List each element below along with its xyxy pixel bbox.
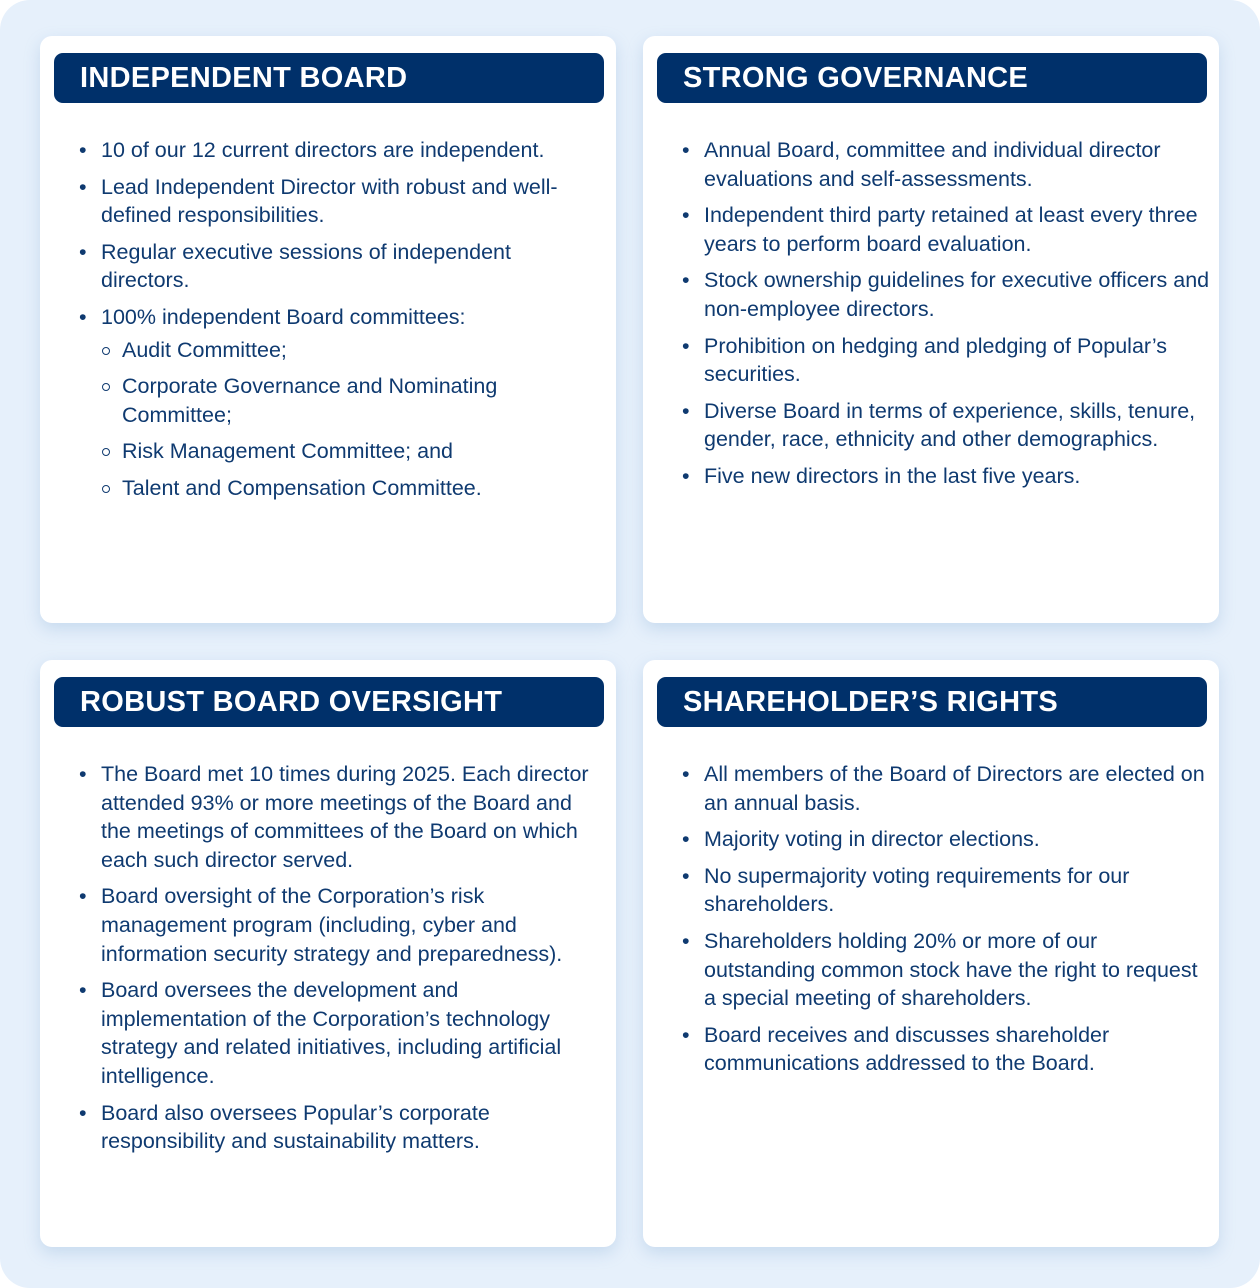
circle-bullet-icon [102,383,110,391]
sublist-item-text: Corporate Governance and Nominating Committee; [122,374,498,427]
bullet-icon: • [682,463,690,488]
list-item [79,882,599,968]
bullet-icon: • [682,863,690,888]
bullet-list [682,760,1212,1086]
bullet-icon: • [79,138,87,162]
sublist-item [101,474,599,503]
sublist-item-text: Risk Management Committee; and [122,439,454,464]
list-item-text: Stock ownership guidelines for executive officers and non-employee directors. [704,268,1210,321]
bullet-icon: • [682,203,690,228]
list-item-text: Independent third party retained at least every three years to perform board evaluation. [704,203,1198,256]
bullet-icon: • [682,333,690,358]
list-item [682,927,1212,1013]
bullet-icon: • [79,1100,87,1125]
sublist-item [101,372,599,429]
list-item-text: Annual Board, committee and individual director evaluations and self-assessments. [704,138,1161,191]
bullet-icon: • [682,398,690,423]
card-title: SHAREHOLDER’S RIGHTS [657,677,1207,727]
list-item [79,173,599,230]
list-item [682,397,1212,454]
list-item-text: Board receives and discusses shareholder communications addressed to the Board. [704,1022,1110,1076]
list-item [79,238,599,295]
list-item-text: Majority voting in director elections. [704,827,1040,852]
shareholders-rights-card [643,660,1219,1247]
list-item [682,266,1212,323]
list-item-text: Shareholders holding 20% or more of our outstanding common stock have the right to request a special meeting of shareholders. [704,928,1198,1011]
card-title: ROBUST BOARD OVERSIGHT [54,677,604,727]
strong-governance-card [643,36,1219,623]
list-item [79,303,599,503]
list-item-text: 100% independent Board committees: [101,304,466,329]
bullet-icon: • [79,978,87,1003]
circle-bullet-icon [102,485,110,493]
bullet-icon: • [79,762,87,786]
list-item [79,976,599,1090]
bullet-icon: • [682,1022,690,1047]
list-item-text: All members of the Board of Directors are elected on an annual basis. [704,762,1205,815]
list-item [682,825,1212,854]
bullet-icon: • [79,304,87,329]
sublist-item-text: Talent and Compensation Committee. [122,475,482,500]
card-title: STRONG GOVERNANCE [657,53,1207,103]
list-item-text: Lead Independent Director with robust and well-defined responsibilities. [101,174,558,228]
list-item-text: Board oversight of the Corporation’s risk management program (including, cyber and information security strategy and preparedness). [101,884,563,966]
list-item-text: Regular executive sessions of independent directors. [101,239,511,293]
list-item [79,136,599,165]
list-item-text: Prohibition on hedging and pledging of Popular’s securities. [704,333,1168,387]
sublist-item-text: Audit Committee; [122,337,287,362]
bullet-icon: • [79,884,87,909]
bullet-icon: • [682,827,690,852]
circle-bullet-icon [102,347,110,355]
bullet-icon: • [79,239,87,264]
bullet-list [682,136,1212,499]
committee-sublist [101,336,599,503]
list-item [682,201,1212,258]
list-item [79,760,599,874]
bullet-icon: • [682,928,690,953]
bullet-list [79,136,599,511]
bullet-icon: • [682,762,690,786]
sublist-item [101,437,599,466]
bullet-list [79,760,599,1164]
list-item [682,462,1212,491]
sublist-item [101,336,599,365]
list-item-text: Five new directors in the last five years. [704,463,1081,488]
list-item-text: Board also oversees Popular’s corporate responsibility and sustainability matters. [101,1100,490,1154]
list-item-text: The Board met 10 times during 2025. Each director attended 93% or more meetings of the Board and the meetings of committees of the Board on which each such director served. [101,762,589,872]
list-item-text: No supermajority voting requirements for our shareholders. [704,863,1130,917]
bullet-icon: • [682,138,690,162]
list-item [682,760,1212,817]
list-item [682,1021,1212,1078]
list-item-text: Board oversees the development and implementation of the Corporation’s technology strategy and related initiatives, including artificial intelligence. [101,978,562,1088]
circle-bullet-icon [102,448,110,456]
list-item [682,332,1212,389]
list-item [79,1099,599,1156]
independent-board-card [40,36,616,623]
bullet-icon: • [79,174,87,199]
list-item [682,862,1212,919]
card-title: INDEPENDENT BOARD [54,53,604,103]
bullet-icon: • [682,268,690,293]
list-item-text: Diverse Board in terms of experience, skills, tenure, gender, race, ethnicity and other demographics. [704,398,1196,452]
list-item [682,136,1212,193]
robust-board-oversight-card [40,660,616,1247]
list-item-text: 10 of our 12 current directors are independent. [101,138,545,162]
